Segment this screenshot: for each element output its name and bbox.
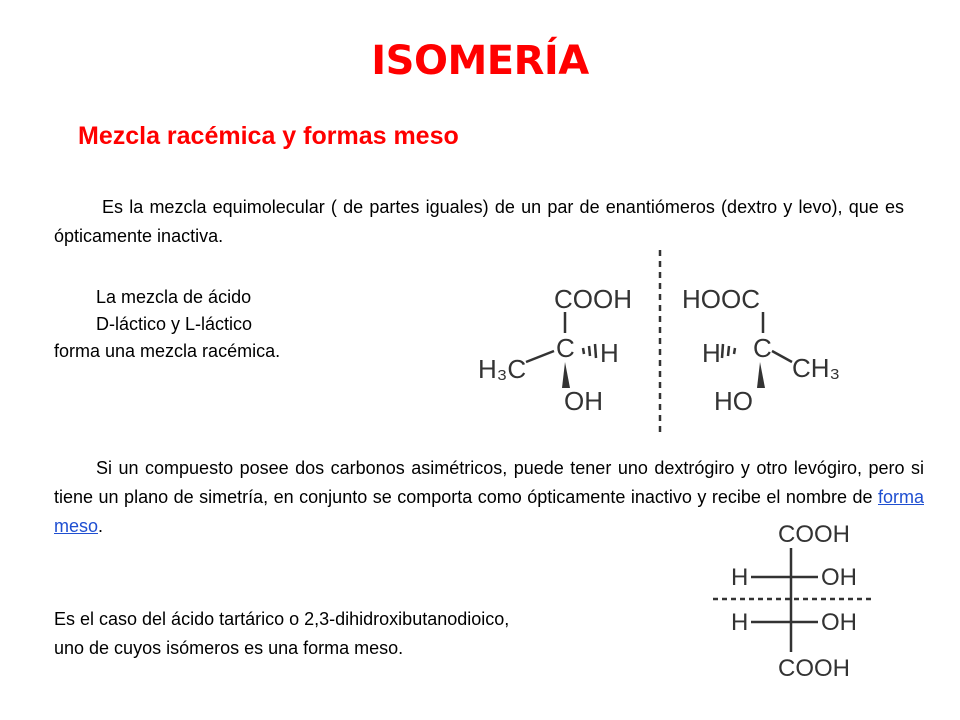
left-ch3-bond [526, 351, 554, 362]
bottom-cooh-label: COOH [778, 655, 850, 682]
right-ch3-label: CH₃ [792, 353, 841, 383]
left-h3c-label: H₃C [478, 354, 527, 384]
lactic-acid-enantiomers-diagram [470, 250, 870, 440]
tartaric-acid-fischer-diagram [705, 512, 885, 712]
right-ho-label: HO [714, 386, 753, 416]
row2-oh-label: OH [821, 609, 857, 636]
slide-subtitle: Mezcla racémica y formas meso [78, 122, 459, 150]
right-ch3-bond [772, 351, 792, 362]
lactic-example-line-3: forma una mezcla racémica. [54, 341, 281, 361]
left-oh-label: OH [564, 386, 603, 416]
right-h-label: H [702, 338, 721, 368]
right-hooc-label: HOOC [682, 284, 760, 314]
meso-form-link[interactable]: forma meso [54, 487, 924, 536]
row1-oh-label: OH [821, 564, 857, 591]
row2-h-label: H [731, 609, 749, 636]
tartaric-acid-example [54, 605, 694, 663]
slide-title: ISOMERÍA [371, 38, 589, 84]
row1-h-label: H [731, 564, 749, 591]
meso-text: Si un compuesto posee dos carbonos asimétricos, puede tener uno dextrógiro y otro levógiro, pero si tiene un plano de simetría, en conjunto se comporta como ópticamente inactivo y recibe el nombre de [54, 458, 924, 507]
racemic-mixture-definition: Es la mezcla equimolecular ( de partes iguales) de un par de enantiómeros (dextro y levo), que es ópticamente inactiva. [54, 197, 904, 246]
left-carbon-label: C [556, 333, 575, 363]
left-cooh-label: COOH [554, 284, 632, 314]
lactic-example-line-1: La mezcla de ácido [96, 287, 252, 307]
left-wedge-bond [562, 362, 570, 388]
left-hashed-wedge-bond [583, 344, 596, 358]
tartaric-example-line-2: uno de cuyos isómeros es una forma meso. [54, 638, 404, 658]
lactic-acid-example [54, 284, 384, 365]
right-hashed-wedge-bond [722, 344, 735, 358]
left-h-label: H [600, 338, 619, 368]
tartaric-example-line-1: Es el caso del ácido tartárico o 2,3-dihidroxibutanodioico, [54, 609, 510, 629]
lactic-example-line-2: D-láctico y L-láctico [96, 314, 253, 334]
right-carbon-label: C [753, 333, 772, 363]
right-wedge-bond [757, 362, 765, 388]
top-cooh-label: COOH [778, 521, 850, 548]
meso-text-end: . [98, 516, 104, 536]
